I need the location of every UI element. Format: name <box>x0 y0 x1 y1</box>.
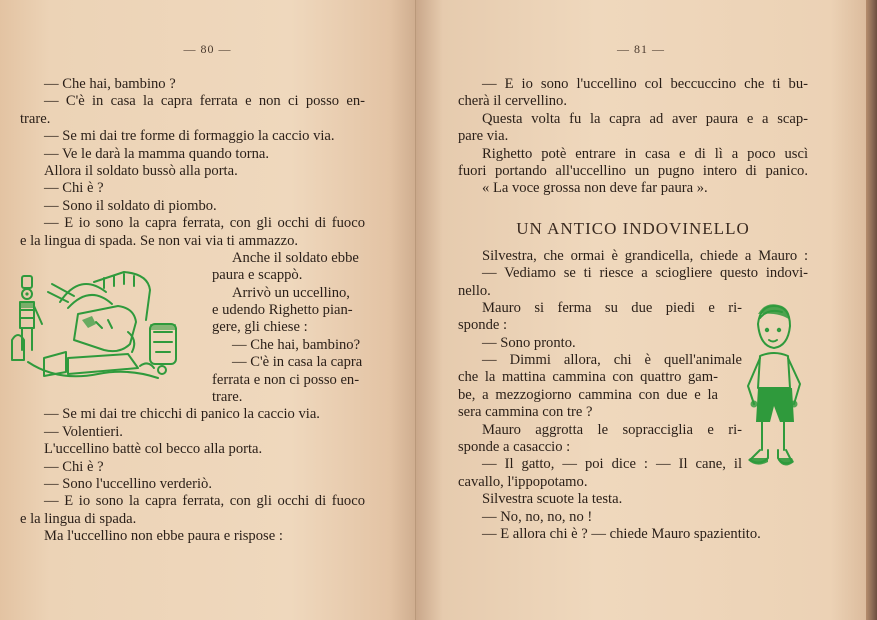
text-line: sponde : <box>458 317 508 334</box>
text-line: paura e scappò. <box>212 267 303 284</box>
text-line: nello. <box>458 282 491 299</box>
text-line: — Vediamo se ti riesce a sciogliere questo indovi- <box>482 265 808 282</box>
text-line: e udendo Righetto pian- <box>212 302 353 319</box>
text-line: — No, no, no, no ! <box>482 508 593 525</box>
right-page <box>416 0 866 620</box>
text-line: — Volentieri. <box>44 423 123 440</box>
text-line: — Che hai, bambino? <box>232 336 361 353</box>
text-line: — C'è in casa la capra ferrata e non ci posso en- <box>44 93 365 110</box>
section-heading: UN ANTICO INDOVINELLO <box>516 218 750 238</box>
page-number-left: — 80 — <box>183 42 232 56</box>
text-line: pare via. <box>458 128 509 145</box>
text-line: trare. <box>20 110 51 127</box>
text-line: gere, gli chiese : <box>212 319 308 336</box>
text-line: L'uccellino battè col becco alla porta. <box>44 441 263 458</box>
text-line: Allora il soldato bussò alla porta. <box>44 162 238 179</box>
book-edge <box>866 0 877 620</box>
text-line: — Sono il soldato di piombo. <box>44 197 217 214</box>
page-number-right: — 81 — <box>617 42 665 56</box>
text-line: — E io sono l'uccellino col beccuccino che ti bu- <box>482 76 808 92</box>
text-line: — Chi è ? <box>44 180 104 197</box>
text-line: — Chi è ? <box>44 458 104 475</box>
text-line: e la lingua di spada. Se non vai via ti ammazzo. <box>20 232 299 249</box>
text-line: — Sono pronto. <box>482 334 576 351</box>
text-line: cavallo, l'ippopotamo. <box>458 473 588 490</box>
text-line: Arrivò un uccellino, <box>232 284 350 301</box>
text-line: « La voce grossa non deve far paura ». <box>482 180 708 197</box>
text-line: Mauro aggrotta le sopracciglia e ri- <box>482 421 742 438</box>
text-line: cherà il cervellino. <box>458 93 567 110</box>
text-line: trare. <box>212 389 243 406</box>
text-line: che la mattina cammina con quattro gam- <box>458 369 718 386</box>
text-line: — Ve le darà la mamma quando torna. <box>44 145 270 162</box>
text-line: — Se mi dai tre chicchi di panico la caccio via. <box>44 406 320 423</box>
text-line: Ma l'uccellino non ebbe paura e rispose : <box>44 528 283 545</box>
text-line: Silvestra, che ormai è grandicella, chiede a Mauro : <box>482 247 808 264</box>
left-page <box>0 0 416 620</box>
text-line: — E io sono la capra ferrata, con gli occhi di fuoco <box>44 215 365 232</box>
text-line: Anche il soldato ebbe <box>232 249 359 266</box>
text-line: be, a mezzogiorno cammina con due e la <box>458 386 718 403</box>
text-line: — Il gatto, — poi dice : — Il cane, il <box>482 456 742 473</box>
text-line: sera cammina con tre ? <box>458 404 593 421</box>
text-line: Silvestra scuote la testa. <box>482 491 623 508</box>
text-line: fuori portando all'uccellino un pugno intero di panico. <box>458 162 808 179</box>
text-line: ferrata e non ci posso en- <box>212 371 360 388</box>
text-line: e la lingua di spada. <box>20 510 137 527</box>
text-line: Questa volta fu la capra ad aver paura e a scap- <box>482 110 808 127</box>
text-line: — Che hai, bambino ? <box>44 76 176 92</box>
boy-standing-illustration <box>734 300 808 488</box>
text-line: — C'è in casa la capra <box>232 354 363 371</box>
text-line: — E allora chi è ? — chiede Mauro spazientito. <box>482 525 761 542</box>
text-line: — E io sono la capra ferrata, con gli occhi di fuoco <box>44 493 365 510</box>
text-line: — Sono l'uccellino verderiò. <box>44 475 212 492</box>
text-line: — Se mi dai tre forme di formaggio la caccio via. <box>44 128 335 145</box>
text-line: sponde a casaccio : <box>458 439 571 456</box>
soldier-goat-bird-illustration <box>8 262 194 394</box>
text-line: — Dimmi allora, chi è quell'animale <box>482 352 742 369</box>
text-line: Mauro si ferma su due piedi e ri- <box>482 299 742 316</box>
text-line: Righetto potè entrare in casa e di lì a poco uscì <box>482 145 808 162</box>
